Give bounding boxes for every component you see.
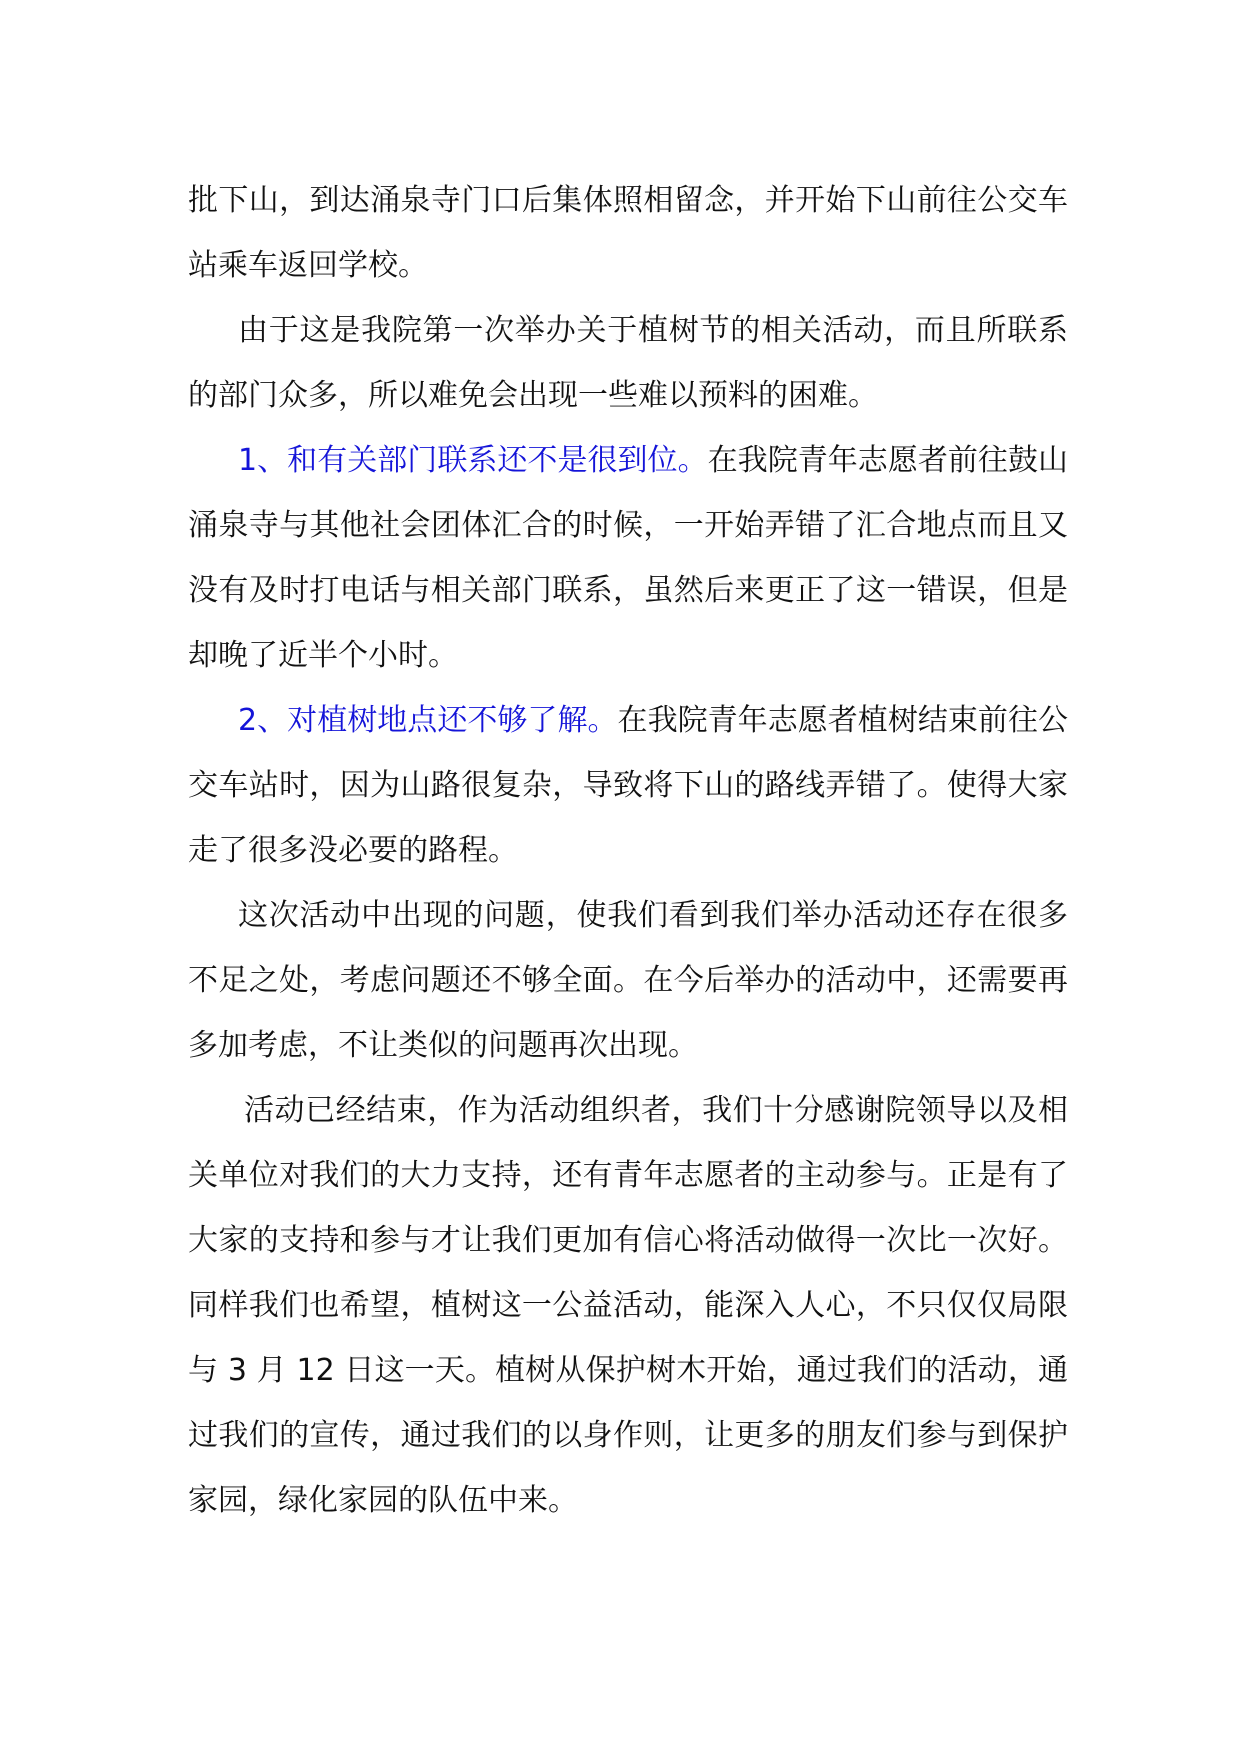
- document-body: [188, 168, 1068, 1533]
- paragraph-5-text: 这次活动中出现的问题，使我们看到我们举办活动还存在很多不足之处，考虑问题还不够全面。在今后举办的活动中，还需要再多加考虑，不让类似的问题再次出现。: [188, 898, 1068, 1063]
- paragraph-3-text: 在我院青年志愿者前往鼓山涌泉寺与其他社会团体汇合的时候，一开始弄错了汇合地点而且又没有及时打电话与相关部门联系，虽然后来更正了这一错误，但是却晚了近半个小时。: [188, 443, 1068, 673]
- paragraph-4-text: 在我院青年志愿者植树结束前往公交车站时，因为山路很复杂，导致将下山的路线弄错了。使得大家走了很多没必要的路程。: [188, 703, 1069, 868]
- paragraph-1: [188, 168, 1068, 298]
- paragraph-1-text: 批下山，到达涌泉寺门口后集体照相留念，并开始下山前往公交车站乘车返回学校。: [188, 183, 1068, 283]
- issue-1-heading: 1、和有关部门联系还不是很到位。: [238, 443, 708, 478]
- paragraph-2-text: 由于这是我院第一次举办关于植树节的相关活动，而且所联系的部门众多，所以难免会出现一些难以预料的困难。: [188, 313, 1068, 413]
- paragraph-5: [188, 883, 1068, 1078]
- paragraph-4: [188, 688, 1068, 883]
- paragraph-6: [188, 1078, 1068, 1533]
- paragraph-3: [188, 428, 1068, 688]
- paragraph-6-text: 活动已经结束，作为活动组织者，我们十分感谢院领导以及相关单位对我们的大力支持，还有青年志愿者的主动参与。正是有了大家的支持和参与才让我们更加有信心将活动做得一次比一次好。同样我们也希望，植树这一公益活动，能深入人心，不只仅仅局限与 3 月 12 日这一天。植树从保护树木开始，通过我们的活动，通过我们的宣传，通过我们的以身作则，让更多的朋友们参与到保护家园，绿化家园的队伍中来。: [188, 1093, 1068, 1518]
- paragraph-2: [188, 298, 1068, 428]
- issue-2-heading: 2、对植树地点还不够了解。: [238, 703, 618, 738]
